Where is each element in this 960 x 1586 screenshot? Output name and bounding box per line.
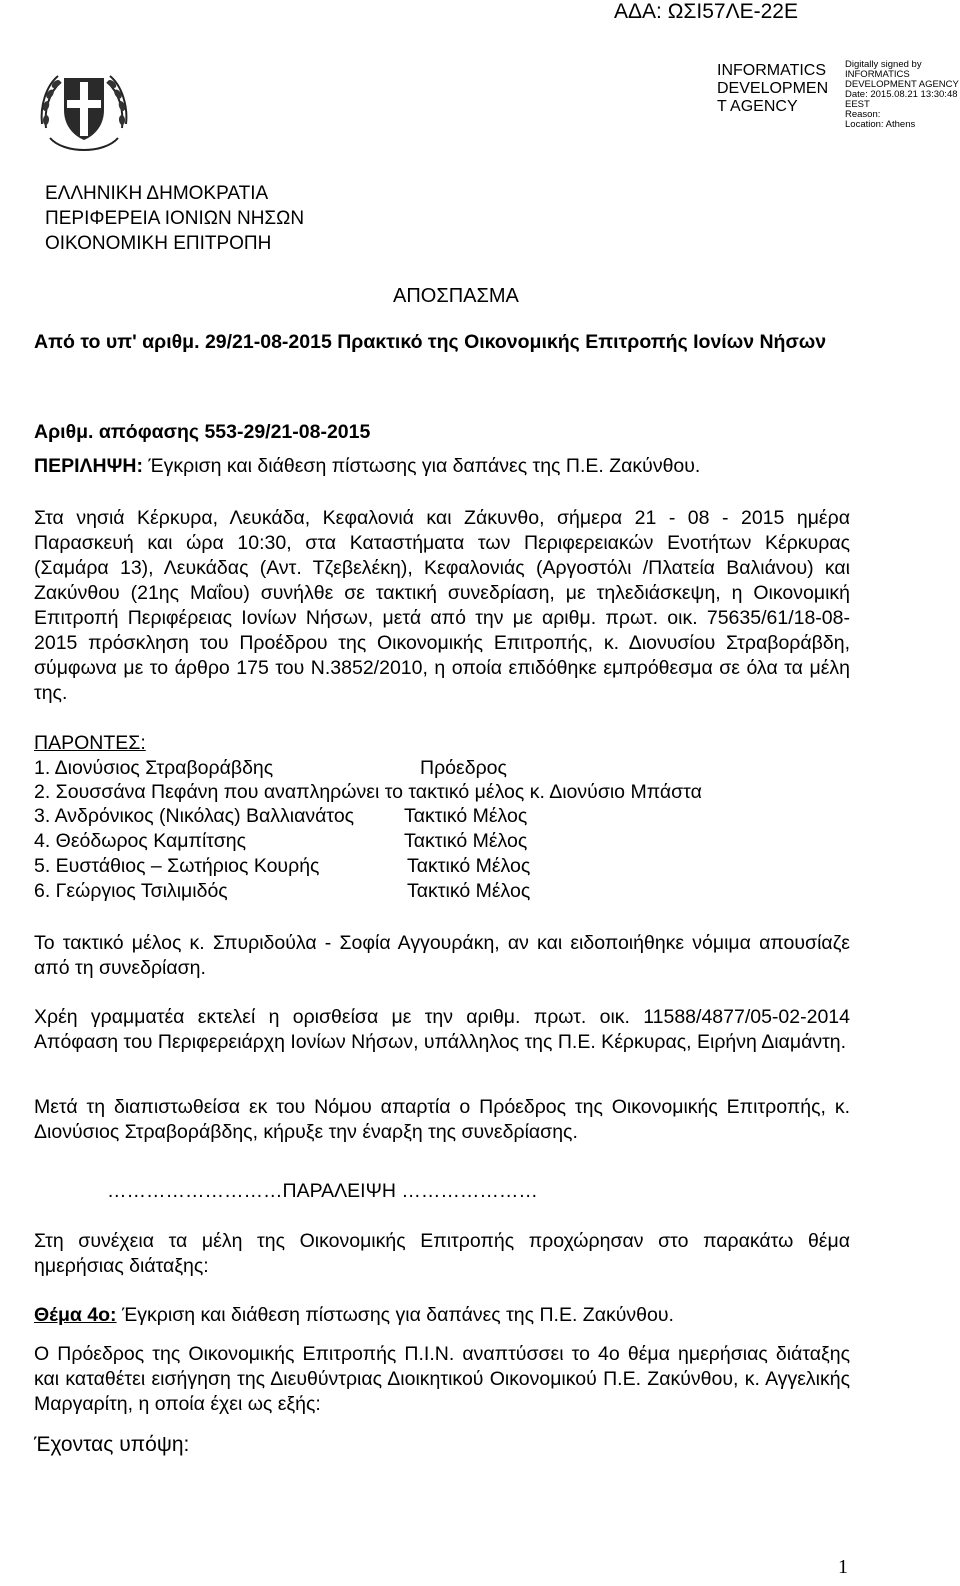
signer-organization (717, 62, 828, 116)
signature-meta-line: DEVELOPMENT AGENCY (845, 79, 959, 90)
header-republic: ΕΛΛΗΝΙΚΗ ΔΗΜΟΚΡΑΤΙΑ (45, 183, 269, 204)
omission-marker: ………………………ΠΑΡΑΛΕΙΨΗ ………………… (107, 1180, 538, 1202)
greek-state-emblem (36, 66, 132, 158)
present-label: ΠΑΡΟΝΤΕΣ: (34, 732, 146, 754)
intro-paragraph: Στα νησιά Κέρκυρα, Λευκάδα, Κεφαλονιά και Ζάκυνθο, σήμερα 21 - 08 - 2015 ημέρα Παρασκευή και ώρα 10:30, στα Καταστήματα των Περιφερειακών Ενοτήτων Κέρκυρας (Σαμάρα 13), Λευκάδας (Αντ. Τζεβελέκη), Κεφαλονιάς (Αργοστόλι /Πλατεία Βαλιάνου) και Ζακύνθου (21ης Μαΐου) συνήλθε σε τακτική συνεδρίαση, με τηλεδιάσκεψη, η Οικονομική Επιτροπή Περιφέρειας Ιονίων Νήσων, μετά από την με αριθμ. πρωτ. οικ. 75635/61/18-08-2015 πρόσκληση του Προέδρου της Οικονομικής Επιτροπής, κ. Διονυσίου Στραβοράβδη, σύμφωνα με το άρθρο 175 του Ν.3852/2010, η οποία επιδόθηκε εμπρόθεσμα σε όλα τα μέλη της. (34, 507, 850, 704)
member-role: Τακτικό Μέλος (404, 805, 528, 827)
signer-org-line: T AGENCY (717, 98, 798, 115)
summary-line (34, 455, 700, 478)
signature-meta-line: Date: 2015.08.21 13:30:48 (845, 89, 958, 100)
signature-meta-line: Reason: (845, 109, 881, 120)
member-name: 5. Ευστάθιος – Σωτήριος Κουρής (34, 855, 320, 877)
secretary-paragraph: Χρέη γραμματέα εκτελεί η ορισθείσα με την αριθμ. πρωτ. οικ. 11588/4877/05-02-2014 Απόφαση του Περιφερειάρχη Ιονίων Νήσων, υπάλληλος της Π.Ε. Κέρκυρας, Ειρήνη Διαμάντη. (34, 1006, 850, 1053)
topic-line (34, 1304, 674, 1327)
digital-signature-details (845, 60, 959, 130)
member-role: Τακτικό Μέλος (407, 855, 531, 877)
header-region: ΠΕΡΙΦΕΡΕΙΑ ΙΟΝΙΩΝ ΝΗΣΩΝ (45, 208, 305, 229)
header-committee: ΟΙΚΟΝΟΜΙΚΗ ΕΠΙΤΡΟΠΗ (45, 233, 272, 254)
decision-number: Αριθμ. απόφασης 553-29/21-08-2015 (34, 421, 371, 443)
absent-paragraph: Το τακτικό μέλος κ. Σπυριδούλα - Σοφία Αγγουράκη, αν και ειδοποιήθηκε νόμιμα απουσίαζε από τη συνεδρίαση. (34, 932, 850, 979)
member-role: Πρόεδρος (420, 757, 507, 779)
member-name: 1. Διονύσιος Στραβοράβδης (34, 757, 274, 779)
member-role: Τακτικό Μέλος (407, 880, 531, 902)
signature-meta-line: EEST (845, 99, 870, 110)
signature-meta-line: Digitally signed by (845, 59, 922, 70)
signature-meta-line: INFORMATICS (845, 69, 910, 80)
quorum-paragraph: Μετά τη διαπιστωθείσα εκ του Νόμου απαρτία ο Πρόεδρος της Οικονομικής Επιτροπής, κ. Διονύσιος Στραβοράβδης, κήρυξε την έναρξη της συνεδρίασης. (34, 1096, 850, 1143)
member-role: Τακτικό Μέλος (404, 830, 528, 852)
document-title: ΑΠΟΣΠΑΣΜΑ (393, 285, 519, 307)
minutes-reference: Από το υπ' αριθμ. 29/21-08-2015 Πρακτικό της Οικονομικής Επιτροπής Ιονίων Νήσων (34, 331, 827, 353)
considering-heading: Έχοντας υπόψη: (34, 1433, 190, 1456)
topic-label: Θέμα 4ο: (34, 1304, 117, 1326)
member-name: 6. Γεώργιος Τσιλιμιδός (34, 880, 228, 902)
summary-text: Έγκριση και διάθεση πίστωσης για δαπάνες της Π.Ε. Ζακύνθου. (142, 455, 701, 477)
topic-text: Έγκριση και διάθεση πίστωσης για δαπάνες της Π.Ε. Ζακύνθου. (116, 1304, 674, 1326)
agenda-paragraph: Στη συνέχεια τα μέλη της Οικονομικής Επιτροπής προχώρησαν στο παρακάτω θέμα ημερήσιας διάταξης: (34, 1230, 850, 1277)
member-name: 3. Ανδρόνικος (Νικόλας) Βαλλιανάτος (34, 805, 355, 827)
summary-label: ΠΕΡΙΛΗΨΗ: (34, 455, 143, 477)
signature-meta-line: Location: Athens (845, 119, 916, 130)
signer-org-line: DEVELOPMEN (717, 80, 829, 97)
page-number: 1 (838, 1556, 848, 1578)
member-name: 2. Σουσσάνα Πεφάνη που αναπληρώνει το τακτικό μέλος κ. Διονύσιο Μπάστα (34, 781, 702, 803)
member-name: 4. Θεόδωρος Καμπίτσης (34, 830, 246, 852)
ada-code: ΑΔΑ: ΩΣΙ57ΛΕ-22Ε (614, 0, 798, 23)
president-paragraph: Ο Πρόεδρος της Οικονομικής Επιτροπής Π.Ι.Ν. αναπτύσσει το 4ο θέμα ημερήσιας διάταξης και καταθέτει εισήγηση της Διευθύντριας Διοικητικού Οικονομικού Π.Ε. Ζακύνθου, κ. Αγγελικής Μαργαρίτη, η οποία έχει ως εξής: (34, 1343, 850, 1415)
signer-org-line: INFORMATICS (717, 62, 827, 79)
